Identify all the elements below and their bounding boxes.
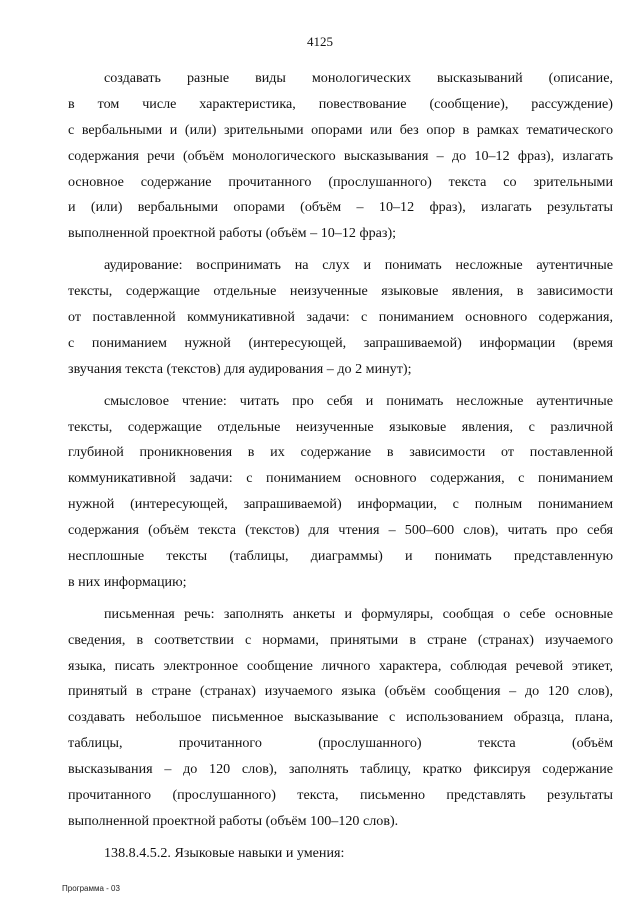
- page-number: 4125: [307, 34, 333, 49]
- text-line: принятый в стране (странах) изучаемого языка (объём сообщения – до 120 слов),: [68, 683, 613, 700]
- text-line: языка, писать электронное сообщение личного характера, соблюдая речевой этикет,: [68, 657, 613, 674]
- text-line: таблицы, прочитанного (прослушанного) текста (объём: [68, 735, 613, 752]
- paragraph-listening: [68, 253, 613, 382]
- text-line: нужной (интересующей, запрашиваемой) информации, с полным пониманием: [68, 496, 613, 513]
- text-line: содержания (объём текста (текстов) для чтения – 500–600 слов), читать про себя: [68, 522, 613, 539]
- text-line: и (или) вербальными опорами (объём – 10–12 фраз), излагать результаты: [68, 199, 613, 216]
- text-line: выполненной проектной работы (объём 100–120 слов).: [68, 812, 399, 829]
- text-line: создавать разные виды монологических высказываний (описание,: [104, 70, 613, 86]
- text-line: несплошные тексты (таблицы, диаграммы) и понимать представленную: [68, 548, 613, 565]
- text-line: письменная речь: заполнять анкеты и формуляры, сообщая о себе основные: [104, 605, 613, 622]
- document-body: [68, 66, 613, 867]
- page-footer: Программа - 03: [62, 884, 120, 893]
- text-line: глубиной проникновения в их содержание в зависимости от поставленной: [68, 444, 613, 461]
- paragraph-speaking-monologue: [68, 66, 613, 247]
- paragraph-reading: [68, 389, 613, 596]
- text-line: в том числе характеристика, повествование (сообщение), рассуждение): [68, 95, 613, 112]
- paragraph-writing: [68, 602, 613, 835]
- text-line: смысловое чтение: читать про себя и понимать несложные аутентичные: [104, 392, 613, 409]
- text-line: выполненной проектной работы (объём – 10–12 фраз);: [68, 225, 397, 242]
- text-line: с пониманием нужной (интересующей, запрашиваемой) информации (время: [68, 334, 613, 351]
- text-line: создавать небольшое письменное высказывание с использованием образца, плана,: [68, 709, 613, 726]
- text-line: с вербальными и (или) зрительными опорами или без опор в рамках тематического: [68, 121, 613, 138]
- text-line: аудирование: воспринимать на слух и понимать несложные аутентичные: [104, 257, 613, 274]
- text-line: прочитанного (прослушанного) текста, письменно представлять результаты: [68, 787, 613, 804]
- text-line: сведения, в соответствии с нормами, принятыми в стране (странах) изучаемого: [68, 631, 613, 648]
- text-line: содержания речи (объём монологического высказывания – до 10–12 фраз), излагать: [68, 147, 613, 164]
- text-line: тексты, содержащие отдельные неизученные языковые явления, в зависимости: [68, 283, 613, 300]
- text-line: тексты, содержащие отдельные неизученные языковые явления, с различной: [68, 418, 613, 435]
- section-heading: 138.8.4.5.2. Языковые навыки и умения:: [104, 844, 345, 861]
- text-line: в них информацию;: [68, 573, 187, 590]
- text-line: высказывания – до 120 слов), заполнять таблицу, кратко фиксируя содержание: [68, 761, 613, 778]
- text-line: основное содержание прочитанного (прослушанного) текста со зрительными: [68, 173, 613, 190]
- text-line: коммуникативной задачи: с пониманием основного содержания, с пониманием: [68, 470, 613, 487]
- text-line: от поставленной коммуникативной задачи: с пониманием основного содержания,: [68, 309, 613, 326]
- text-line: звучания текста (текстов) для аудирования – до 2 минут);: [68, 360, 412, 377]
